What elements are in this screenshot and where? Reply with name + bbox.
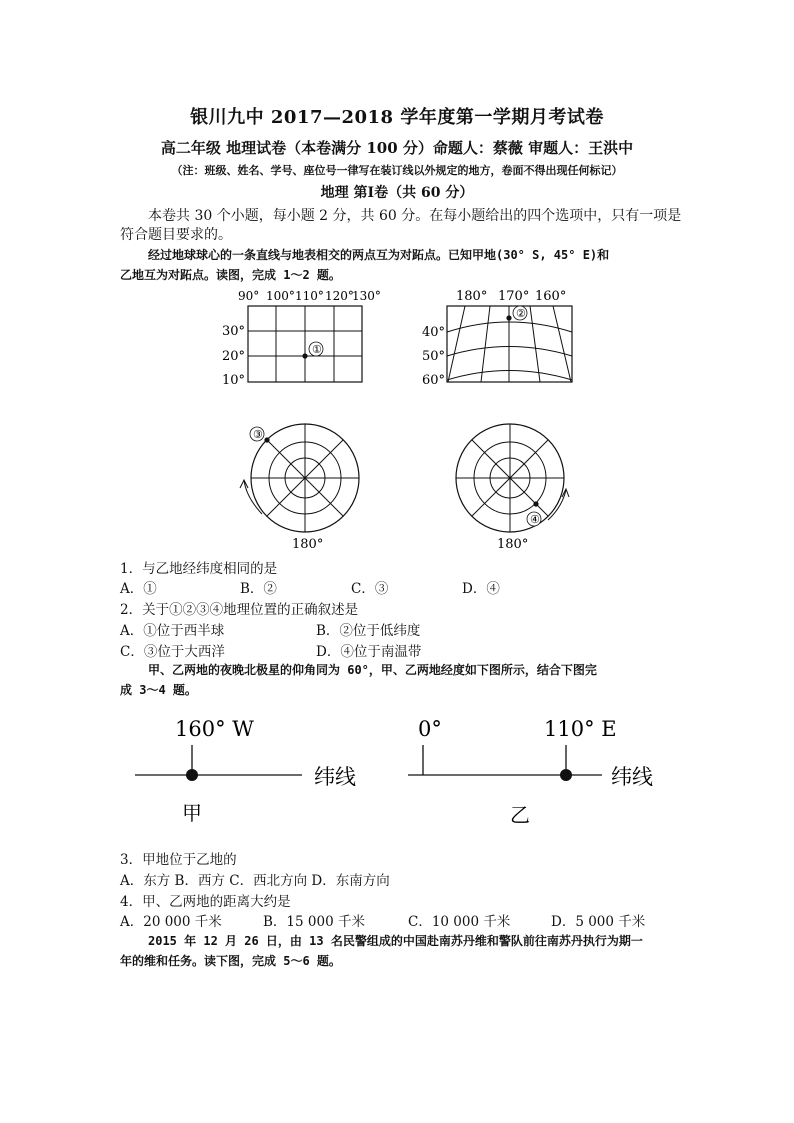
q2-option-d: D．④位于南温带 bbox=[316, 644, 422, 660]
figure-map-set bbox=[0, 282, 794, 552]
passage2-line-2: 成 3～4 题。 bbox=[120, 683, 197, 697]
map-a-lon-100: 100° bbox=[266, 289, 295, 303]
q2-stem: 2．关于①②③④地理位置的正确叙述是 bbox=[120, 602, 359, 618]
passage3-line-1: 2015 年 12 月 26 日，由 13 名民警组成的中国赴南苏丹维和警队前往南苏丹执行为期一 bbox=[148, 934, 643, 948]
yi-prime-meridian-label: 0° bbox=[418, 717, 442, 741]
q4-option-c: C．10 000 千米 bbox=[408, 914, 511, 930]
polar-d-marker: ④ bbox=[530, 513, 540, 526]
q1-option-b: B．② bbox=[240, 581, 277, 597]
map-b-lat-60: 60° bbox=[422, 373, 446, 388]
map-a-marker: ① bbox=[312, 343, 322, 356]
polar-map-c bbox=[240, 424, 359, 552]
q2-option-b: B．②位于低纬度 bbox=[316, 623, 421, 639]
figure-latitude-lines bbox=[0, 708, 794, 833]
map-b-lon-180: 180° bbox=[456, 289, 488, 304]
section-heading: 地理 第Ⅰ卷（共 60 分） bbox=[320, 185, 474, 201]
map-a-lat-30: 30° bbox=[222, 324, 246, 339]
polar-c-marker: ③ bbox=[253, 428, 263, 441]
q3-options: A．东方 B．西方 C．西北方向 D．东南方向 bbox=[120, 873, 390, 889]
exam-note: （注：班级、姓名、学号、座位号一律写在装订线以外规定的地方，卷面不得出现任何标记） bbox=[171, 164, 623, 177]
polar-d-lon: 180° bbox=[497, 537, 529, 552]
polar-map-d bbox=[456, 424, 569, 552]
passage3-line-2: 年的维和任务。读下图，完成 5～6 题。 bbox=[120, 954, 341, 968]
map-a-lat-10: 10° bbox=[222, 373, 246, 388]
polar-c-lon: 180° bbox=[292, 537, 324, 552]
q4-option-a: A．20 000 千米 bbox=[120, 914, 222, 930]
map-a-lat-20: 20° bbox=[222, 349, 246, 364]
q3-stem: 3．甲地位于乙地的 bbox=[120, 852, 237, 868]
passage2-line-1: 甲、乙两地的夜晚北极星的仰角同为 60°，甲、乙两地经度如下图所示，结合下图完 bbox=[148, 663, 597, 677]
jia-latitude-label: 纬线 bbox=[314, 765, 356, 789]
q2-option-c: C．③位于大西洋 bbox=[120, 644, 225, 660]
map-a-lon-130: 130° bbox=[352, 289, 381, 303]
exam-title: 银川九中 2017—2018 学年度第一学期月考试卷 bbox=[190, 107, 604, 128]
q4-option-d: D．5 000 千米 bbox=[551, 914, 646, 930]
jia-name: 甲 bbox=[182, 801, 202, 825]
q1-option-d: D．④ bbox=[462, 581, 500, 597]
map-b-lon-160: 160° bbox=[535, 289, 567, 304]
passage1-line-2: 乙地互为对跖点。读图，完成 1～2 题。 bbox=[120, 268, 341, 282]
map-b-lat-40: 40° bbox=[422, 325, 446, 340]
latitude-line-yi bbox=[408, 717, 653, 827]
map-b-grid bbox=[422, 289, 572, 388]
yi-latitude-label: 纬线 bbox=[611, 765, 653, 789]
map-a-grid bbox=[222, 289, 381, 388]
q4-stem: 4．甲、乙两地的距离大约是 bbox=[120, 894, 291, 910]
jia-longitude-label: 160° W bbox=[175, 717, 254, 741]
map-b-lon-170: 170° bbox=[498, 289, 530, 304]
map-a-lon-90: 90° bbox=[238, 289, 260, 303]
intro-line-1: 本卷共 30 个小题，每小题 2 分，共 60 分。在每小题给出的四个选项中，只有一项是 bbox=[148, 208, 682, 224]
passage1-line-1: 经过地球球心的一条直线与地表相交的两点互为对跖点。已知甲地(30° S, 45° E)和 bbox=[148, 248, 610, 262]
exam-subtitle: 高二年级 地理试卷（本卷满分 100 分）命题人：蔡薇 审题人：王洪中 bbox=[160, 139, 634, 157]
q2-option-a: A．①位于西半球 bbox=[120, 623, 225, 639]
q1-option-c: C．③ bbox=[351, 581, 389, 597]
q1-stem: 1．与乙地经纬度相同的是 bbox=[120, 561, 278, 577]
map-a-lon-120: 120° bbox=[325, 289, 354, 303]
latitude-line-jia bbox=[135, 717, 356, 825]
intro-line-2: 符合题目要求的。 bbox=[120, 227, 232, 243]
q1-option-a: A．① bbox=[120, 581, 157, 597]
map-b-marker: ② bbox=[516, 307, 526, 320]
map-b-lat-50: 50° bbox=[422, 349, 446, 364]
yi-longitude-label: 110° E bbox=[544, 717, 617, 741]
q4-option-b: B．15 000 千米 bbox=[263, 914, 365, 930]
map-a-lon-110: 110° bbox=[295, 289, 324, 303]
yi-name: 乙 bbox=[510, 803, 530, 827]
